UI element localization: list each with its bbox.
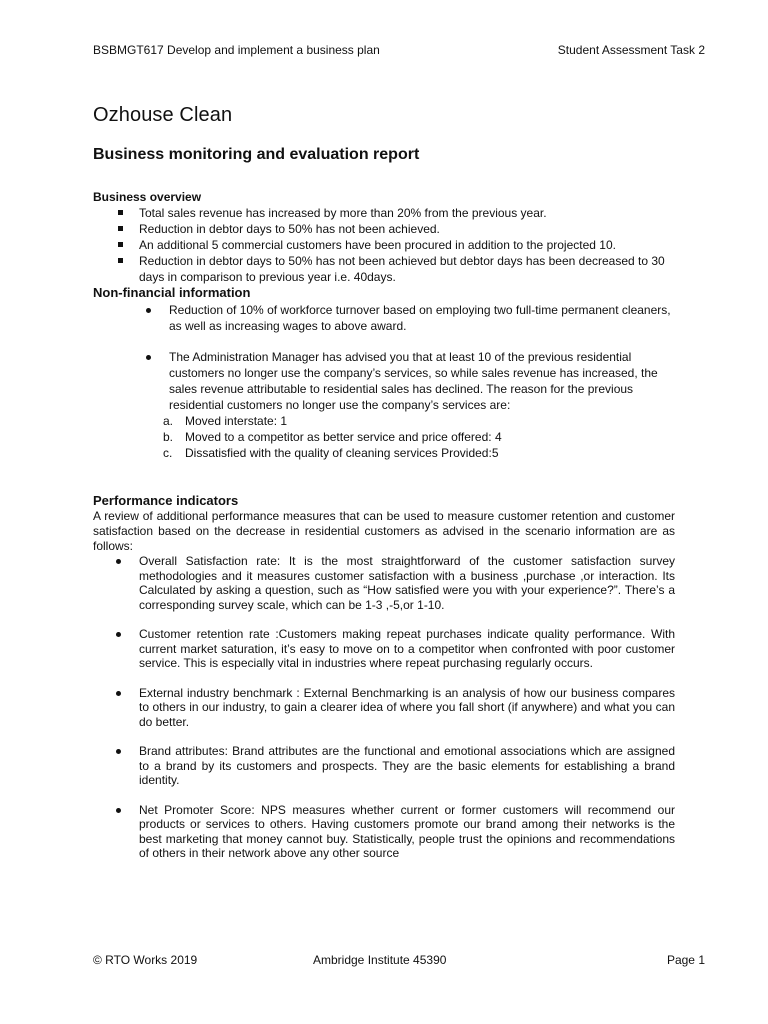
square-bullet-icon bbox=[118, 210, 123, 215]
header-course-title: BSBMGT617 Develop and implement a business plan bbox=[93, 43, 380, 57]
round-bullet-icon bbox=[116, 808, 121, 813]
list-item-text: Dissatisfied with the quality of cleaning services Provided:5 bbox=[185, 446, 499, 460]
non-financial-heading: Non-financial information bbox=[93, 285, 251, 300]
running-header bbox=[93, 42, 705, 58]
round-bullet-icon bbox=[116, 632, 121, 637]
document-title: Ozhouse Clean bbox=[93, 104, 233, 126]
list-item-text: External industry benchmark : External Benchmarking is an analysis of how our business compares to others in our industry, to gain a clearer idea of where you fall short (if anywhere) and what you can do better. bbox=[139, 685, 675, 729]
square-bullet-icon bbox=[118, 258, 123, 263]
list-item-text: Overall Satisfaction rate: It is the most straightforward of the customer satisfaction survey methodologies and it measures customer satisfaction with a business ,purchase ,or interaction. Its Calculated by asking a question, such as “How satisfied were you with your experience?”. There’s a corresponding survey scale, which can be 1-3 ,-5,or 1-10. bbox=[139, 554, 675, 612]
list-item bbox=[139, 221, 675, 237]
list-item-text: Reduction in debtor days to 50% has not been achieved. bbox=[139, 222, 440, 236]
reasons-list bbox=[93, 413, 675, 461]
list-item-text: The Administration Manager has advised you that at least 10 of the previous residential customers no longer use the company’s services, so while sales revenue has increased, the sales revenue attributable to residential sales has declined. The reason for the previous residential customers no longer use the company’s services are: bbox=[169, 350, 658, 412]
business-overview-heading: Business overview bbox=[93, 190, 202, 204]
document-body bbox=[93, 102, 675, 876]
performance-intro: A review of additional performance measures that can be used to measure customer retention and customer satisfaction based on the decrease in residential customers as advised in the scenario information are as follows: bbox=[93, 509, 675, 553]
performance-section bbox=[93, 493, 675, 861]
list-item bbox=[139, 803, 675, 861]
round-bullet-icon bbox=[116, 559, 121, 564]
list-item-text: Reduction of 10% of workforce turnover based on employing two full-time permanent cleaners, as well as increasing wages to above award. bbox=[169, 303, 671, 333]
list-item bbox=[139, 744, 675, 788]
page-footer bbox=[93, 952, 705, 968]
list-marker: c. bbox=[163, 446, 173, 460]
round-bullet-icon bbox=[146, 355, 151, 360]
list-item-text: Total sales revenue has increased by more than 20% from the previous year. bbox=[139, 206, 547, 220]
list-item-text: An additional 5 commercial customers have been procured in addition to the projected 10. bbox=[139, 238, 616, 252]
round-bullet-icon bbox=[116, 691, 121, 696]
non-financial-section bbox=[93, 285, 675, 461]
list-item-text: Moved interstate: 1 bbox=[185, 414, 288, 428]
list-item-text: Reduction in debtor days to 50% has not been achieved but debtor days has been decreased to 30 days in comparison to previous year i.e. 40days. bbox=[139, 254, 665, 284]
business-overview-list bbox=[93, 205, 675, 285]
list-item bbox=[169, 349, 675, 413]
list-item bbox=[139, 237, 675, 253]
list-item-text: Net Promoter Score: NPS measures whether current or former customers will recommend our products or services to others. Having customers promote our brand among their networks is the best marketing that money cannot buy. Statistically, people trust the opinions and recommendations of others in their network above any other source bbox=[139, 802, 675, 860]
list-item-text: Customer retention rate :Customers making repeat purchases indicate quality performance. With current market saturation, it’s easy to move on to a competitor when confronted with poor customer service. This is especially vital in industries where repeat purchasing regularly occurs. bbox=[139, 627, 675, 670]
list-item-text: Brand attributes: Brand attributes are the functional and emotional associations which are assigned to a brand by its customers and prospects. They are the basic elements for establishing a brand identity. bbox=[139, 744, 675, 787]
footer-page-number: Page 1 bbox=[666, 953, 705, 967]
list-item bbox=[139, 253, 675, 285]
header-task-label: Student Assessment Task 2 bbox=[557, 43, 705, 57]
round-bullet-icon bbox=[146, 308, 151, 313]
list-marker: a. bbox=[163, 414, 174, 428]
list-item bbox=[139, 686, 675, 730]
list-item bbox=[163, 413, 675, 429]
document-subtitle: Business monitoring and evaluation report bbox=[93, 146, 420, 163]
round-bullet-icon bbox=[116, 749, 121, 754]
list-item bbox=[139, 554, 675, 612]
list-item bbox=[139, 627, 675, 671]
square-bullet-icon bbox=[118, 226, 123, 231]
performance-list bbox=[93, 554, 675, 861]
list-item bbox=[139, 205, 675, 221]
business-overview-section bbox=[93, 189, 675, 285]
non-financial-list bbox=[93, 302, 675, 413]
footer-institute: Ambridge Institute 45390 bbox=[313, 953, 447, 967]
list-marker: b. bbox=[163, 430, 174, 444]
square-bullet-icon bbox=[118, 242, 123, 247]
list-item bbox=[163, 445, 675, 461]
list-item-text: Moved to a competitor as better service and price offered: 4 bbox=[185, 430, 502, 444]
list-item bbox=[169, 302, 675, 334]
footer-copyright: © RTO Works 2019 bbox=[93, 953, 198, 967]
list-item bbox=[163, 429, 675, 445]
performance-heading: Performance indicators bbox=[93, 493, 239, 508]
